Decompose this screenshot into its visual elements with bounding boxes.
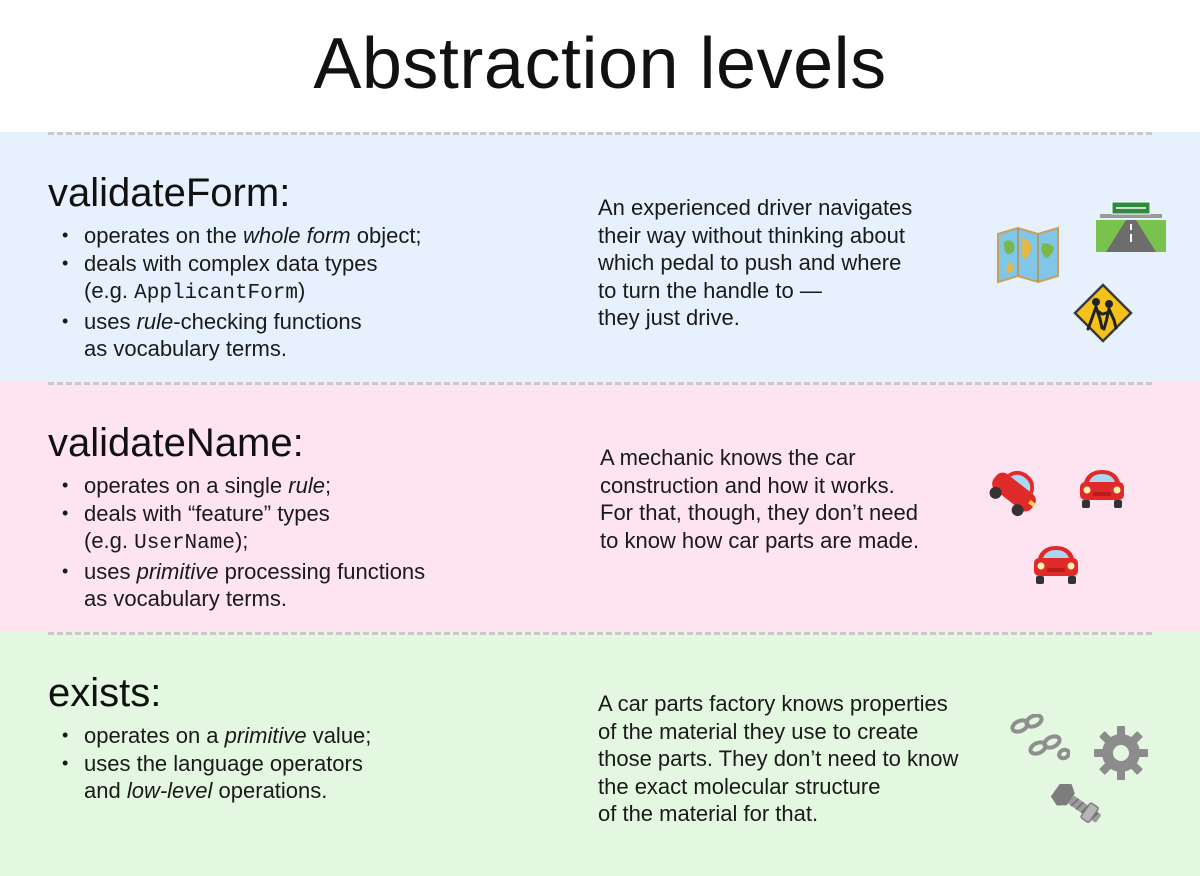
bullet-item: • operates on the whole form object; <box>62 222 422 250</box>
level-exists <box>0 632 1200 876</box>
highway-icon <box>1096 200 1166 252</box>
children-crossing-sign-icon <box>1072 282 1134 344</box>
chains-icon <box>1008 714 1070 766</box>
function-name: exists: <box>48 671 162 715</box>
bullet-item: • uses the language operators and low-level operations. <box>62 750 371 805</box>
nut-and-bolt-icon <box>1042 784 1104 840</box>
bullet-item: • operates on a primitive value; <box>62 722 371 750</box>
bullet-list <box>62 722 371 805</box>
analogy-text: An experienced driver navigates their way without thinking about which pedal to push and where to turn the handle to — they just drive. <box>598 195 913 330</box>
bullet-list <box>62 222 422 363</box>
page-title: Abstraction levels <box>313 24 887 104</box>
red-car-tilted-icon <box>980 460 1048 524</box>
bullet-item: • operates on a single rule; <box>62 472 425 500</box>
level-validate-form <box>0 132 1200 382</box>
bullet-item: • deals with “feature” types (e.g. UserName); <box>62 500 425 558</box>
gear-icon <box>1092 724 1150 782</box>
analogy-text: A mechanic knows the car construction and how it works. For that, though, they don’t need to know how car parts are made. <box>600 445 920 553</box>
function-name: validateForm: <box>48 171 291 215</box>
divider <box>48 632 1152 635</box>
red-car-icon <box>1076 466 1128 512</box>
world-map-icon <box>994 224 1062 286</box>
analogy-text: A car parts factory knows properties of the material they use to create those parts. They don’t need to know the exact molecular structure of the material for that. <box>598 691 959 826</box>
bullet-list <box>62 472 425 613</box>
divider <box>48 382 1152 385</box>
bullet-item: • uses rule-checking functions as vocabulary terms. <box>62 308 422 363</box>
bullet-item: • uses primitive processing functions as vocabulary terms. <box>62 558 425 613</box>
divider <box>48 132 1152 135</box>
level-validate-name <box>0 382 1200 632</box>
bullet-item: • deals with complex data types (e.g. ApplicantForm) <box>62 250 422 308</box>
function-name: validateName: <box>48 421 304 465</box>
red-car-front-icon <box>1030 542 1082 588</box>
